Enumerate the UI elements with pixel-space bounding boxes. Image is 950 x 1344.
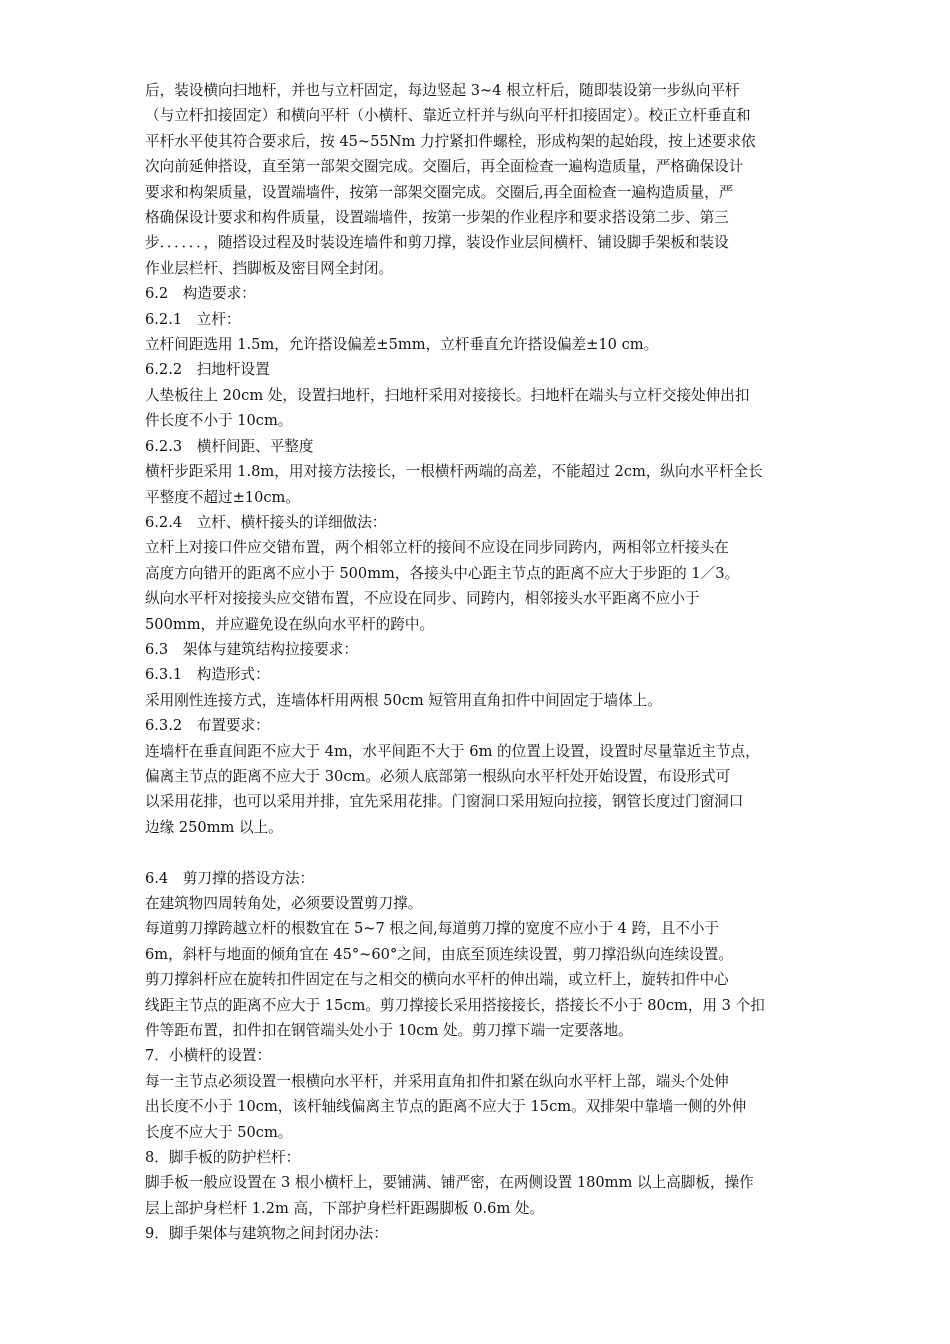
text-line: 剪刀撑斜杆应在旋转扣件固定在与之相交的横向水平杆的伸出端，或立杆上，旋转扣件中心 [145,971,729,989]
text-line: 每一主节点必须设置一根横向水平杆，并采用直角扣件扣紧在纵向水平杆上部，端头个处伸 [145,1072,729,1090]
text-line: 以采用花排，也可以采用并排，宜先采用花排。门窗洞口采用短向拉接，钢管长度过门窗洞口 [145,793,744,811]
text-line: 步．．．．．．，随搭设过程及时装设连墙件和剪刀撑，装设作业层间横杆、铺设脚手架板和装设 [145,234,729,252]
section-heading: 7．小横杆的设置： [145,1047,272,1065]
section-heading: 6.2 构造要求： [145,285,256,303]
text-line: 立杆间距选用 1.5m，允许搭设偏差±5mm，立杆垂直允许搭设偏差±10 cm。 [145,336,659,354]
text-line: 脚手板一般应设置在 3 根小横杆上，要铺满、铺严密，在两侧设置 180mm 以上高脚板，操作 [145,1174,754,1192]
text-line: 平杆水平使其符合要求后，按 45~55Nm 力拧紧扣件螺栓，形成构架的起始段，按上述要求依 [145,132,756,150]
text-line: 偏离主节点的距离不应大于 30cm。必须人底部第一根纵向水平杆处开始设置，布设形式可 [145,767,731,785]
subsection-heading: 6.3.1 构造形式： [145,666,270,684]
text-line: 采用刚性连接方式，连墙体杆用两根 50cm 短管用直角扣件中间固定于墙体上。 [145,691,662,709]
text-line: 连墙杆在垂直间距不应大于 4m，水平间距不大于 6m 的位置上设置，设置时尽量靠近主节点， [145,742,760,760]
text-line: 每道剪刀撑跨越立杆的根数宜在 5~7 根之间,每道剪刀撑的宽度不应小于 4 跨，且不小于 [145,920,720,938]
text-line: 件长度不小于 10cm。 [145,412,293,430]
text-line: 出长度不小于 10cm，该杆轴线偏离主节点的距离不应大于 15cm。双排架中靠墙一侧的外伸 [145,1098,747,1116]
text-line: 在建筑物四周转角处，必须要设置剪刀撑。 [145,894,423,912]
section-heading: 9．脚手架体与建筑物之间封闭办法： [145,1225,388,1243]
text-line: 层上部护身栏杆 1.2m 高，下部护身栏杆距踢脚板 0.6m 处。 [145,1199,545,1217]
document-body [145,78,813,1247]
text-line: 横杆步距采用 1.8m，用对接方法接长，一根横杆两端的高差，不能超过 2cm，纵向水平杆全长 [145,463,763,481]
section-heading: 6.4 剪刀撑的搭设方法： [145,869,315,887]
text-line: （与立杆扣接固定）和横向平杆（小横杆、靠近立杆并与纵向平杆扣接固定）。校正立杆垂直和 [145,107,751,125]
text-line: 立杆上对接口件应交错布置，两个相邻立杆的接间不应设在同步同跨内，两相邻立杆接头在 [145,539,729,557]
subsection-heading: 6.2.2 扫地杆设置 [145,361,270,379]
text-line: 线距主节点的距离不应大于 15cm。剪刀撑接长采用搭接接长，搭接长不小于 80cm，用 3 个扣 [145,996,765,1014]
text-line: 边缘 250mm 以上。 [145,818,283,836]
subsection-heading: 6.3.2 布置要求： [145,717,270,735]
text-line: 格确保设计要求和构件质量，设置端墙件，按第一步架的作业程序和要求搭设第二步、第三 [145,209,729,227]
text-line: 后，装设横向扫地杆，并也与立杆固定，每边竖起 3~4 根立杆后，随即装设第一步纵向平杆 [145,82,740,99]
blank-line [145,840,813,865]
text-line: 纵向水平杆对接接头应交错布置，不应设在同步、同跨内，相邻接头水平距离不应小于 [145,590,700,608]
subsection-heading: 6.2.1 立杆： [145,310,241,328]
text-line: 要求和构架质量，设置端墙件，按第一部架交圈完成。交圈后,再全面检查一遍构造质量，严 [145,183,734,201]
text-line: 次向前延伸搭设，直至第一部架交圈完成。交圈后，再全面检查一遍构造质量，严格确保设计 [145,158,744,176]
subsection-heading: 6.2.3 横杆间距、平整度 [145,437,314,455]
text-line: 人垫板往上 20cm 处，设置扫地杆，扫地杆采用对接接长。扫地杆在端头与立杆交接处伸出扣 [145,386,750,404]
text-line: 6m，斜杆与地面的倾角宜在 45°~60°之间，由底至顶连续设置，剪刀撑沿纵向连续设置。 [145,945,733,963]
section-heading: 6.3 架体与建筑结构拉接要求： [145,640,358,658]
subsection-heading: 6.2.4 立杆、横杆接头的详细做法： [145,513,387,531]
text-line: 平整度不超过±10cm。 [145,488,300,506]
text-line: 长度不应大于 50cm。 [145,1123,293,1141]
text-line: 作业层栏杆、挡脚板及密目网全封闭。 [145,259,394,277]
text-line: 500mm，并应避免设在纵向水平杆的跨中。 [145,615,435,633]
text-line: 件等距布置，扣件扣在钢管端头处小于 10cm 处。剪刀撑下端一定要落地。 [145,1022,633,1040]
text-line: 高度方向错开的距离不应小于 500mm，各接头中心距主节点的距离不应大于步距的 1／3。 [145,564,740,582]
section-heading: 8．脚手板的防护栏杆： [145,1149,301,1167]
